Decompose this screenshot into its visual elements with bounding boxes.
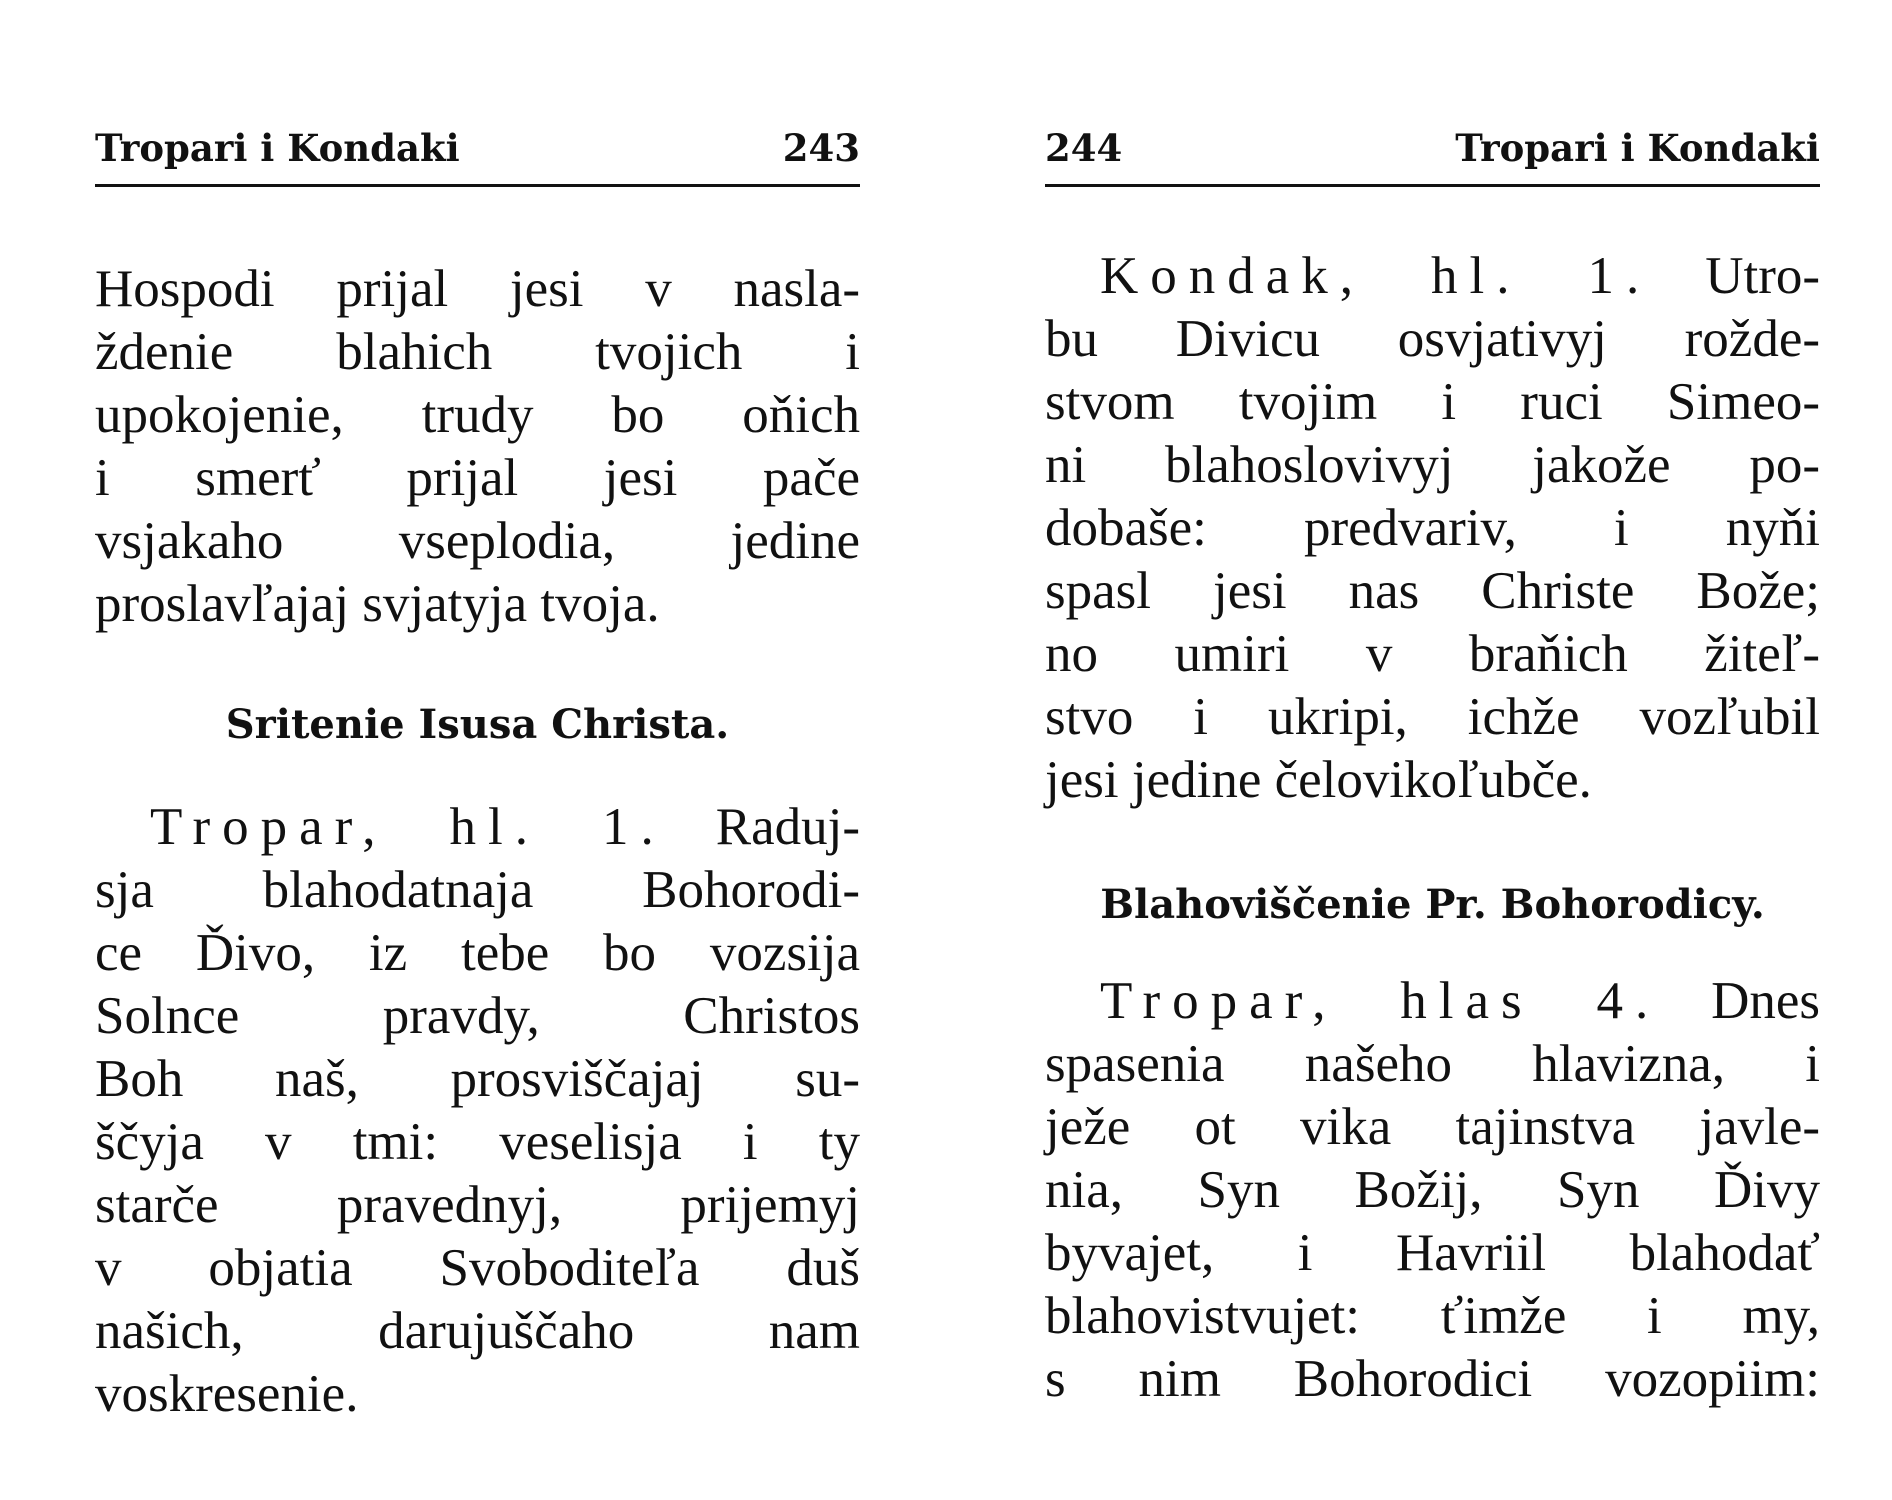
text-line: vsjakaho vseplodia, jedine [95, 512, 860, 570]
tropar-first-line [1045, 970, 1820, 1033]
right-page-number: 244 [1045, 126, 1123, 170]
text-line: blahovistvujet: ťimže i my, [1045, 1287, 1820, 1345]
text-line: našich, darujuščaho nam [95, 1302, 860, 1360]
text-line: sja blahodatnaja Bohorodi- [95, 861, 860, 919]
right-kondak-paragraph [1045, 245, 1820, 812]
kondak-label: Kondak, hl. 1. [1100, 247, 1652, 305]
left-running-head [95, 118, 860, 187]
text-line: ščyja v tmi: veselisja i ty [95, 1113, 860, 1171]
text-line: Boh naš, prosviščajaj su- [95, 1050, 860, 1108]
left-continuation-paragraph [95, 258, 860, 636]
right-running-title: Tropari i Kondaki [1455, 126, 1820, 170]
left-page-number: 243 [782, 126, 860, 170]
text-line: spasl jesi nas Christe Bože; [1045, 562, 1820, 620]
text-line: Hospodi prijal jesi v nasla- [95, 260, 860, 318]
left-tropar-paragraph [95, 796, 860, 1426]
right-section-heading: Blahoviščenie Pr. Bohorodicy. [1100, 881, 1765, 928]
text-line: nia, Syn Božij, Syn Ďivy [1045, 1161, 1820, 1219]
text-line: i smerť prijal jesi pače [95, 449, 860, 507]
text-line: dobaše: predvariv, i nyňi [1045, 499, 1820, 557]
kondak-first-line-rest: Utro- [1705, 247, 1820, 305]
text-line: v objatia Svoboditeľa duš [95, 1239, 860, 1297]
text-line: stvo i ukripi, ichže vozľubil [1045, 688, 1820, 746]
text-line: starče pravednyj, prijemyj [95, 1176, 860, 1234]
text-line: byvajet, i Havriil blahodať [1045, 1224, 1820, 1282]
tropar-first-line [95, 796, 860, 859]
text-line: proslavľajaj svjatyja tvoja. [95, 575, 660, 633]
text-line: upokojenie, trudy bo oňich [95, 386, 860, 444]
left-page [95, 0, 860, 1500]
left-running-title: Tropari i Kondaki [95, 126, 460, 170]
text-line: ježe ot vika tajinstva javle- [1045, 1098, 1820, 1156]
text-line: stvom tvojim i ruci Simeo- [1045, 373, 1820, 431]
right-running-head [1045, 118, 1820, 187]
tropar-label: Tropar, hl. 1. [150, 798, 666, 856]
text-line: jesi jedine čelovikoľubče. [1045, 751, 1592, 809]
kondak-first-line [1045, 245, 1820, 308]
text-line: ce Ďivo, iz tebe bo vozsija [95, 924, 860, 982]
text-line: s nim Bohorodici vozopiim: [1045, 1350, 1820, 1408]
text-line: spasenia našeho hlavizna, i [1045, 1035, 1820, 1093]
tropar-first-line-rest: Raduj- [715, 798, 861, 856]
right-tropar-paragraph [1045, 970, 1820, 1411]
right-page [1045, 0, 1820, 1500]
text-line: bu Divicu osvjativyj roždе- [1045, 310, 1820, 368]
text-line: Solnce pravdy, Christos [95, 987, 860, 1045]
text-line: ni blahoslovivyj jakože po- [1045, 436, 1820, 494]
text-line: ždenie blahich tvojich i [95, 323, 860, 381]
left-section-heading: Sritenie Isusa Christa. [225, 701, 730, 748]
text-line: voskresenie. [95, 1365, 359, 1423]
text-line: no umiri v braňich žiteľ- [1045, 625, 1820, 683]
tropar-label: Tropar, hlas 4. [1100, 972, 1661, 1030]
tropar-first-line-rest: Dnes [1711, 972, 1820, 1030]
